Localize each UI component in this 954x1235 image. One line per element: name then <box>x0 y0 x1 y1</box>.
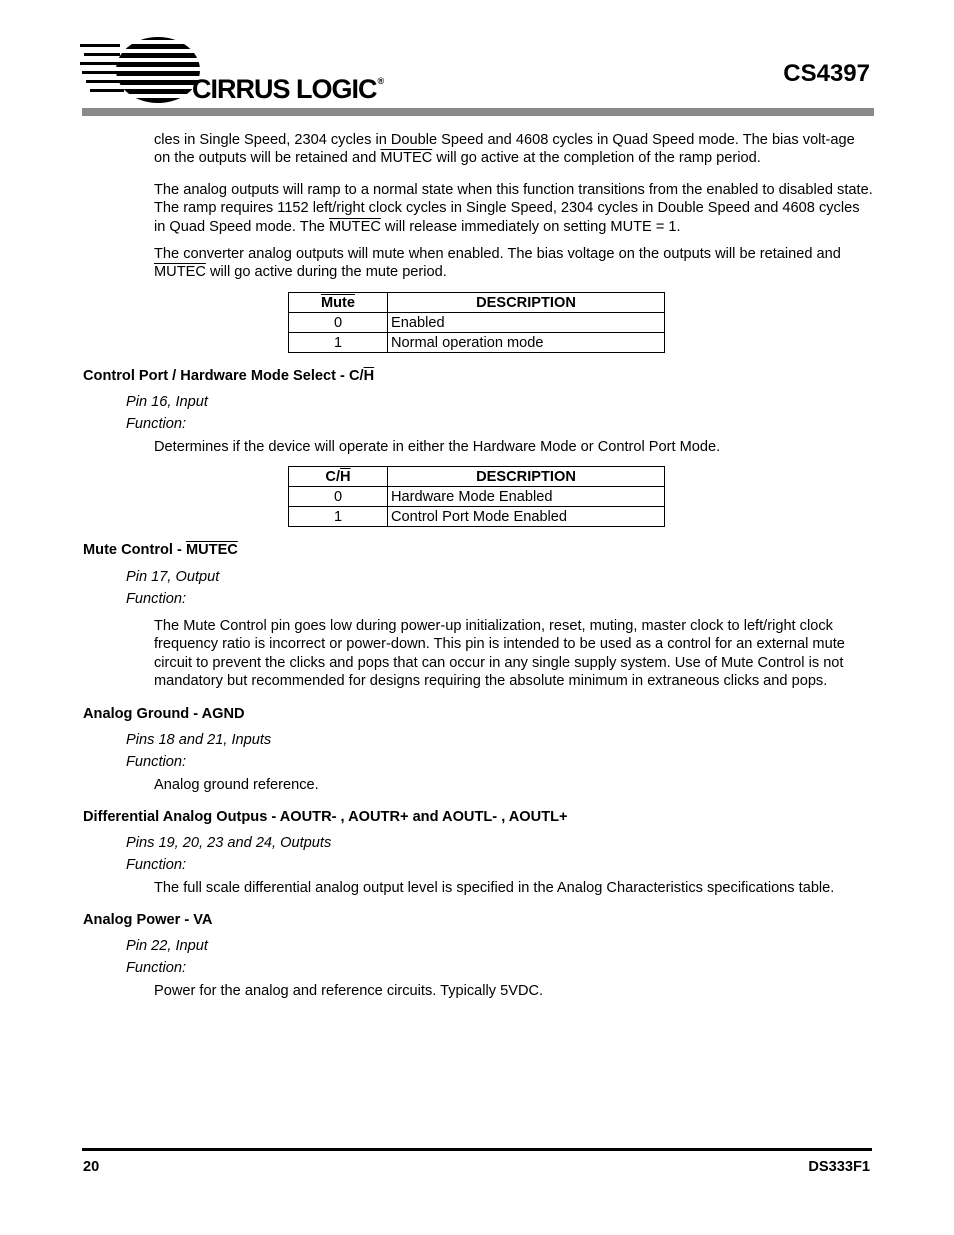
section-text: The Mute Control pin goes low during power-up initialization, reset, muting, master clock to left/right clock frequency ratio is incorrect or power-down. This pin is intended to be used as a control for an external mute circuit to prevent the clicks and pops that can occur in any single supply system. Use of Mute Control is not mandatory but recommended for designs requiring the absolute minimum in extraneous clicks and pops. <box>154 618 845 690</box>
section-text: Analog ground reference. <box>154 777 319 793</box>
section-text: The full scale differential analog output level is specified in the Analog Characteristics specifications table. <box>154 880 835 896</box>
ch-table <box>288 466 665 527</box>
pin-info: Pins 19, 20, 23 and 24, Outputs <box>126 835 332 851</box>
mute-table <box>288 292 665 353</box>
logo-wordmark: CIRRUS LOGIC <box>192 74 377 104</box>
mute-column-header: Mute <box>289 293 388 313</box>
section-heading-ch: Control Port / Hardware Mode Select - $C/\overline{H}$ <box>83 368 375 384</box>
table-header-row <box>289 293 665 313</box>
table-cell-value: 1 <box>289 333 388 353</box>
table-row <box>289 487 665 507</box>
table-cell-description: Control Port Mode Enabled <box>388 507 665 527</box>
section-heading-va: Analog Power - VA <box>83 912 213 928</box>
section-text: Power for the analog and reference circuits. Typically 5VDC. <box>154 983 544 999</box>
section-heading-aout: Differential Analog Outpus - AOUTR- , AOUTR+ and AOUTL- , AOUTL+ <box>83 809 568 825</box>
section-heading-agnd: Analog Ground - AGND <box>83 706 245 722</box>
function-label: Function: <box>126 857 187 873</box>
cirrus-logic-logo <box>80 36 400 106</box>
table-cell-description: Normal operation mode <box>388 333 665 353</box>
intro-paragraph-3: The converter analog outputs will mute when enabled. The bias voltage on the outputs will be retained and MUTEC will go active during the mute period. <box>154 246 841 281</box>
footer-rule <box>82 1148 872 1151</box>
pin-info: Pins 18 and 21, Inputs <box>126 732 272 748</box>
table-cell-value: 1 <box>289 507 388 527</box>
table-cell-value: 0 <box>289 487 388 507</box>
pin-info: Pin 16, Input <box>126 394 208 410</box>
function-label: Function: <box>126 754 187 770</box>
section-heading-mutec: Mute Control - MUTEC <box>83 542 238 558</box>
table-header-row <box>289 467 665 487</box>
page-number: 20 <box>83 1159 100 1175</box>
table-cell-description: Enabled <box>388 313 665 333</box>
header-rule <box>82 108 874 116</box>
function-label: Function: <box>126 416 187 432</box>
pin-info: Pin 22, Input <box>126 938 208 954</box>
table-cell-description: Hardware Mode Enabled <box>388 487 665 507</box>
intro-paragraph-1: cles in Single Speed, 2304 cycles in Double Speed and 4608 cycles in Quad Speed mode. The bias volt-age on the outputs will be retained and MUTEC will go active at the completion of the ramp period. <box>154 132 855 167</box>
pin-info: Pin 17, Output <box>126 569 220 585</box>
table-cell-value: 0 <box>289 313 388 333</box>
part-number: CS4397 <box>783 60 870 87</box>
section-text: Determines if the device will operate in either the Hardware Mode or Control Port Mode. <box>154 439 721 455</box>
registered-mark: ® <box>377 76 384 86</box>
description-column-header: DESCRIPTION <box>388 293 665 313</box>
function-label: Function: <box>126 591 187 607</box>
document-id: DS333F1 <box>808 1159 870 1175</box>
function-label: Function: <box>126 960 187 976</box>
ch-column-header: $C/\overline{H}$ <box>289 467 388 487</box>
cirrus-logo-icon <box>80 36 200 106</box>
table-row <box>289 313 665 333</box>
intro-paragraph-2: The analog outputs will ramp to a normal state when this function transitions from the enabled to disabled state. The ramp requires 1152 left/right clock cycles in Single Speed, 2304 cycles in Double Speed and 4608 cycles in Quad Speed mode. The MUTEC will release immediately on setting MUTE = 1. <box>154 182 873 235</box>
table-row <box>289 507 665 527</box>
table-row <box>289 333 665 353</box>
description-column-header: DESCRIPTION <box>388 467 665 487</box>
